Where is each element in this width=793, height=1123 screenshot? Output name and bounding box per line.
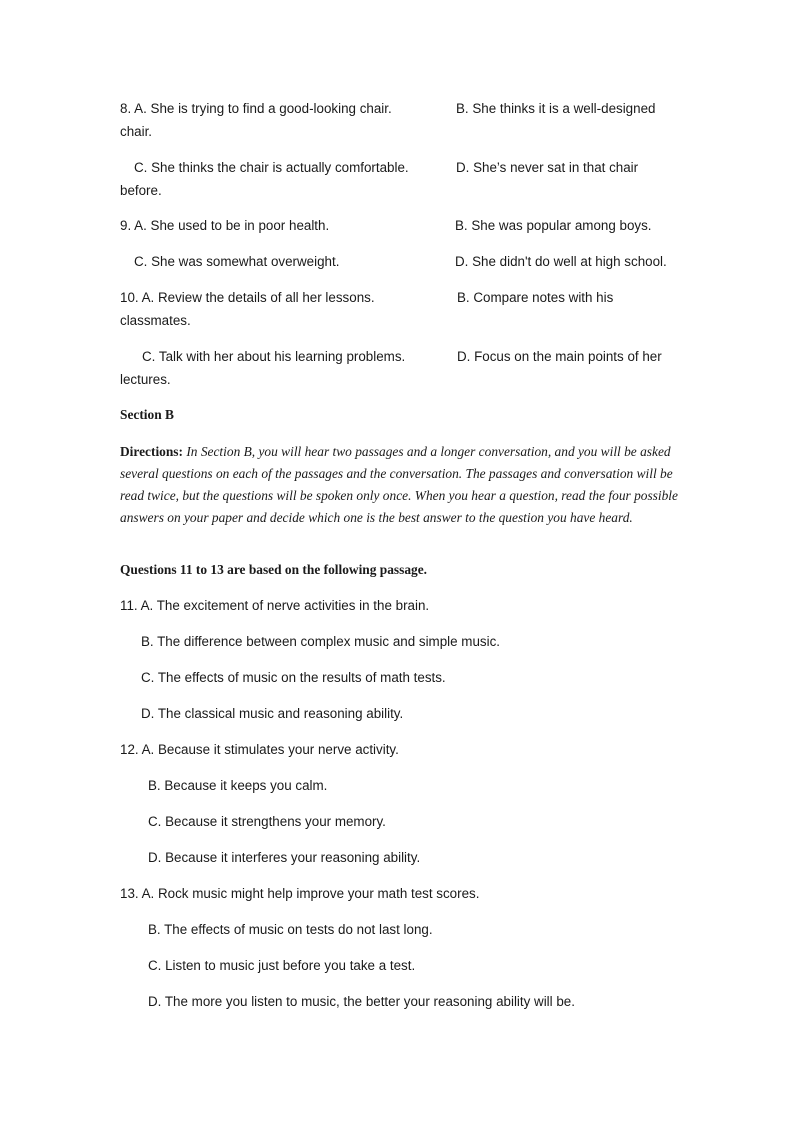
- q8-option-a: 8. A. She is trying to find a good-looking chair.: [120, 101, 392, 116]
- q12-option-d: D. Because it interferes your reasoning ability.: [148, 850, 421, 865]
- q8-option-c: C. She thinks the chair is actually comfortable.: [134, 160, 409, 175]
- q8-option-b: B. She thinks it is a well-designed: [456, 101, 656, 116]
- q10-option-d-cont: lectures.: [120, 372, 171, 387]
- q13-option-d: D. The more you listen to music, the better your reasoning ability will be.: [148, 994, 575, 1009]
- question-group-heading: Questions 11 to 13 are based on the following passage.: [120, 562, 428, 577]
- q12-option-a: 12. A. Because it stimulates your nerve activity.: [120, 742, 399, 757]
- q9-option-c: C. She was somewhat overweight.: [134, 254, 340, 269]
- directions-paragraph: [120, 441, 678, 529]
- q9-option-d: D. She didn't do well at high school.: [455, 254, 667, 269]
- q11-option-d: D. The classical music and reasoning ability.: [141, 706, 404, 721]
- q10-option-b-cont: classmates.: [120, 313, 191, 328]
- q8-option-b-cont: chair.: [120, 124, 153, 139]
- q11-option-a: 11. A. The excitement of nerve activities in the brain.: [120, 598, 430, 613]
- q11-option-b: B. The difference between complex music and simple music.: [141, 634, 500, 649]
- q13-option-b: B. The effects of music on tests do not last long.: [148, 922, 433, 937]
- q10-option-c: C. Talk with her about his learning problems.: [142, 349, 406, 364]
- q9-option-a: 9. A. She used to be in poor health.: [120, 218, 330, 233]
- q8-option-d: D. She’s never sat in that chair: [456, 160, 639, 175]
- q10-option-b: B. Compare notes with his: [457, 290, 614, 305]
- q10-option-d: D. Focus on the main points of her: [457, 349, 662, 364]
- q13-option-c: C. Listen to music just before you take a test.: [148, 958, 416, 973]
- q8-option-d-cont: before.: [120, 183, 162, 198]
- q9-option-b: B. She was popular among boys.: [455, 218, 652, 233]
- q10-option-a: 10. A. Review the details of all her lessons.: [120, 290, 375, 305]
- q11-option-c: C. The effects of music on the results of math tests.: [141, 670, 446, 685]
- q13-option-a: 13. A. Rock music might help improve your math test scores.: [120, 886, 480, 901]
- directions-text: In Section B, you will hear two passages and a longer conversation, and you will be asked several questions on each of the passages and the conversation. The passages and conversation will be read twice, but the questions will be spoken only once. When you hear a question, read the four possible answers on your paper and decide which one is the best answer to the question you have heard.: [120, 444, 678, 525]
- q12-option-b: B. Because it keeps you calm.: [148, 778, 328, 793]
- section-heading: Section B: [120, 407, 174, 422]
- directions-label: Directions:: [120, 444, 183, 459]
- q12-option-c: C. Because it strengthens your memory.: [148, 814, 386, 829]
